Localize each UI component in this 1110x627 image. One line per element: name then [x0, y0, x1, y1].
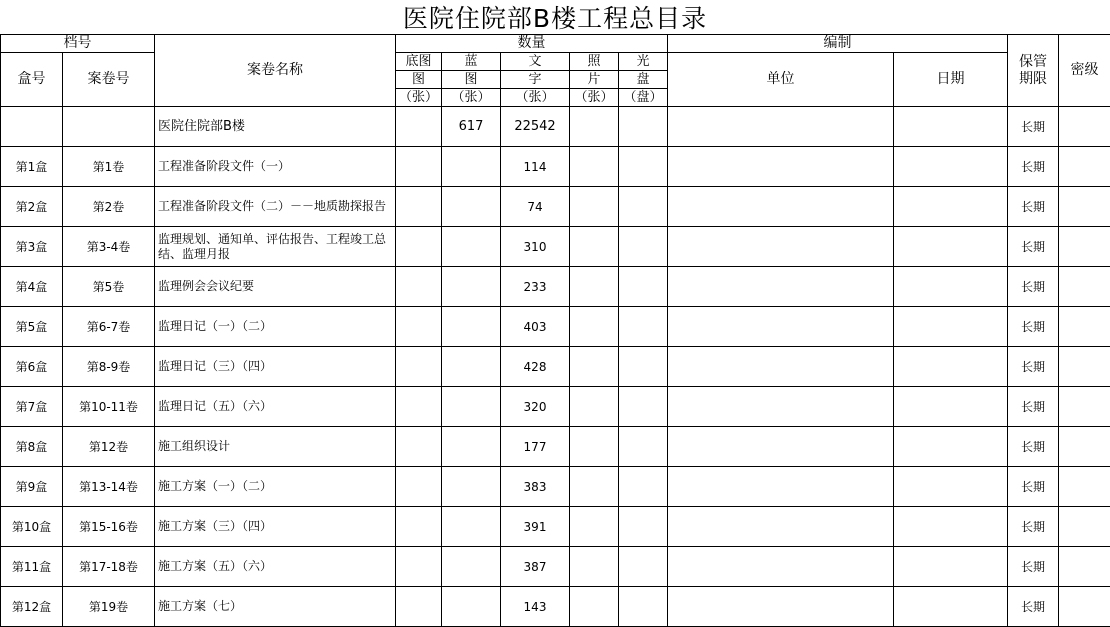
volume-cell: 第2卷 [63, 187, 155, 227]
photo-count-cell [570, 507, 619, 547]
blueprint-count-cell [442, 147, 501, 187]
retention-cell: 长期 [1008, 307, 1059, 347]
box-cell: 第2盒 [1, 187, 63, 227]
retention-cell: 长期 [1008, 147, 1059, 187]
box-cell: 第12盒 [1, 587, 63, 627]
box-cell: 第10盒 [1, 507, 63, 547]
header-quantity: 数量 [396, 35, 668, 53]
case-name-cell: 监理日记（一）（二） [155, 307, 396, 347]
table-row [1, 507, 1110, 547]
case-name-cell: 监理日记（五）（六） [155, 387, 396, 427]
box-cell: 第8盒 [1, 427, 63, 467]
retention-cell: 长期 [1008, 347, 1059, 387]
header-blue-1: 蓝 [442, 53, 501, 71]
header-disc-1: 光 [619, 53, 668, 71]
case-name-cell: 监理例会会议纪要 [155, 267, 396, 307]
box-cell: 第11盒 [1, 547, 63, 587]
summary-base [396, 107, 442, 147]
case-name-cell: 工程准备阶段文件（一） [155, 147, 396, 187]
table-row [1, 227, 1110, 267]
base-count-cell [396, 427, 442, 467]
box-cell: 第6盒 [1, 347, 63, 387]
volume-cell: 第17-18卷 [63, 547, 155, 587]
disc-count-cell [619, 267, 668, 307]
security-cell [1059, 147, 1110, 187]
disc-count-cell [619, 187, 668, 227]
disc-count-cell [619, 587, 668, 627]
summary-text: 22542 [501, 107, 570, 147]
retention-cell: 长期 [1008, 547, 1059, 587]
retention-cell: 长期 [1008, 387, 1059, 427]
base-count-cell [396, 507, 442, 547]
photo-count-cell [570, 307, 619, 347]
volume-cell: 第1卷 [63, 147, 155, 187]
unit-cell [668, 387, 894, 427]
header-disc-2: 盘 [619, 71, 668, 89]
header-unit: 单位 [668, 53, 894, 107]
base-count-cell [396, 147, 442, 187]
summary-security [1059, 107, 1110, 147]
summary-retention: 长期 [1008, 107, 1059, 147]
date-cell [894, 347, 1008, 387]
table-row [1, 467, 1110, 507]
catalog-table [0, 34, 1110, 627]
date-cell [894, 187, 1008, 227]
unit-cell [668, 427, 894, 467]
box-cell: 第1盒 [1, 147, 63, 187]
retention-cell: 长期 [1008, 427, 1059, 467]
header-photo-2: 片 [570, 71, 619, 89]
date-cell [894, 147, 1008, 187]
security-cell [1059, 387, 1110, 427]
disc-count-cell [619, 307, 668, 347]
unit-cell [668, 507, 894, 547]
blueprint-count-cell [442, 587, 501, 627]
box-cell: 第5盒 [1, 307, 63, 347]
table-row [1, 547, 1110, 587]
date-cell [894, 547, 1008, 587]
unit-cell [668, 187, 894, 227]
text-count-cell: 310 [501, 227, 570, 267]
header-disc-unit: （盘） [619, 89, 668, 107]
date-cell [894, 467, 1008, 507]
blueprint-count-cell [442, 187, 501, 227]
text-count-cell: 177 [501, 427, 570, 467]
case-name-cell: 施工方案（七） [155, 587, 396, 627]
case-name-cell: 施工方案（三）（四） [155, 507, 396, 547]
box-cell: 第9盒 [1, 467, 63, 507]
security-cell [1059, 187, 1110, 227]
blueprint-count-cell [442, 387, 501, 427]
summary-box [1, 107, 63, 147]
disc-count-cell [619, 347, 668, 387]
header-volume-no: 案卷号 [63, 53, 155, 107]
security-cell [1059, 427, 1110, 467]
text-count-cell: 403 [501, 307, 570, 347]
retention-cell: 长期 [1008, 467, 1059, 507]
date-cell [894, 507, 1008, 547]
disc-count-cell [619, 467, 668, 507]
blueprint-count-cell [442, 427, 501, 467]
photo-count-cell [570, 547, 619, 587]
case-name-cell: 监理日记（三）（四） [155, 347, 396, 387]
summary-disc [619, 107, 668, 147]
unit-cell [668, 307, 894, 347]
volume-cell: 第5卷 [63, 267, 155, 307]
summary-photo [570, 107, 619, 147]
case-name-cell: 施工方案（五）（六） [155, 547, 396, 587]
retention-cell: 长期 [1008, 587, 1059, 627]
table-row [1, 587, 1110, 627]
table-row [1, 267, 1110, 307]
case-name-cell: 施工方案（一）（二） [155, 467, 396, 507]
table-row [1, 187, 1110, 227]
text-count-cell: 391 [501, 507, 570, 547]
unit-cell [668, 467, 894, 507]
unit-cell [668, 587, 894, 627]
base-count-cell [396, 267, 442, 307]
table-row [1, 387, 1110, 427]
summary-date [894, 107, 1008, 147]
disc-count-cell [619, 147, 668, 187]
header-box-no: 盒号 [1, 53, 63, 107]
photo-count-cell [570, 267, 619, 307]
base-count-cell [396, 347, 442, 387]
header-text-2: 字 [501, 71, 570, 89]
security-cell [1059, 467, 1110, 507]
header-blue-2: 图 [442, 71, 501, 89]
photo-count-cell [570, 467, 619, 507]
security-cell [1059, 307, 1110, 347]
security-cell [1059, 267, 1110, 307]
header-date: 日期 [894, 53, 1008, 107]
volume-cell: 第15-16卷 [63, 507, 155, 547]
blueprint-count-cell [442, 347, 501, 387]
table-row [1, 147, 1110, 187]
security-cell [1059, 227, 1110, 267]
header-archive-no: 档号 [1, 35, 155, 53]
date-cell [894, 307, 1008, 347]
unit-cell [668, 547, 894, 587]
base-count-cell [396, 187, 442, 227]
volume-cell: 第12卷 [63, 427, 155, 467]
text-count-cell: 387 [501, 547, 570, 587]
box-cell: 第7盒 [1, 387, 63, 427]
text-count-cell: 320 [501, 387, 570, 427]
base-count-cell [396, 387, 442, 427]
header-security: 密级 [1059, 35, 1110, 107]
security-cell [1059, 507, 1110, 547]
case-name-cell: 施工组织设计 [155, 427, 396, 467]
volume-cell: 第19卷 [63, 587, 155, 627]
blueprint-count-cell [442, 467, 501, 507]
header-retention: 保管期限 [1008, 35, 1059, 107]
table-row [1, 307, 1110, 347]
base-count-cell [396, 307, 442, 347]
disc-count-cell [619, 387, 668, 427]
date-cell [894, 227, 1008, 267]
base-count-cell [396, 547, 442, 587]
blueprint-count-cell [442, 267, 501, 307]
page-title: 医院住院部B楼工程总目录 [402, 4, 708, 33]
security-cell [1059, 347, 1110, 387]
volume-cell: 第13-14卷 [63, 467, 155, 507]
base-count-cell [396, 587, 442, 627]
unit-cell [668, 147, 894, 187]
disc-count-cell [619, 427, 668, 467]
retention-cell: 长期 [1008, 227, 1059, 267]
header-blue-unit: （张） [442, 89, 501, 107]
volume-cell: 第8-9卷 [63, 347, 155, 387]
date-cell [894, 267, 1008, 307]
volume-cell: 第10-11卷 [63, 387, 155, 427]
date-cell [894, 427, 1008, 467]
header-base-unit: （张） [396, 89, 442, 107]
unit-cell [668, 267, 894, 307]
photo-count-cell [570, 227, 619, 267]
blueprint-count-cell [442, 547, 501, 587]
date-cell [894, 387, 1008, 427]
header-photo-unit: （张） [570, 89, 619, 107]
blueprint-count-cell [442, 227, 501, 267]
case-name-cell: 监理规划、通知单、评估报告、工程竣工总结、监理月报 [155, 227, 396, 267]
text-count-cell: 428 [501, 347, 570, 387]
photo-count-cell [570, 427, 619, 467]
summary-volume [63, 107, 155, 147]
text-count-cell: 143 [501, 587, 570, 627]
box-cell: 第3盒 [1, 227, 63, 267]
text-count-cell: 233 [501, 267, 570, 307]
photo-count-cell [570, 387, 619, 427]
table-row [1, 427, 1110, 467]
date-cell [894, 587, 1008, 627]
retention-cell: 长期 [1008, 507, 1059, 547]
disc-count-cell [619, 507, 668, 547]
header-photo-1: 照 [570, 53, 619, 71]
unit-cell [668, 227, 894, 267]
text-count-cell: 383 [501, 467, 570, 507]
table-row [1, 347, 1110, 387]
unit-cell [668, 347, 894, 387]
disc-count-cell [619, 227, 668, 267]
text-count-cell: 114 [501, 147, 570, 187]
blueprint-count-cell [442, 507, 501, 547]
header-base-2: 图 [396, 71, 442, 89]
summary-blueprint: 617 [442, 107, 501, 147]
retention-cell: 长期 [1008, 187, 1059, 227]
summary-name: 医院住院部B楼 [155, 107, 396, 147]
volume-cell: 第6-7卷 [63, 307, 155, 347]
retention-cell: 长期 [1008, 267, 1059, 307]
base-count-cell [396, 467, 442, 507]
header-base-1: 底图 [396, 53, 442, 71]
header-text-1: 文 [501, 53, 570, 71]
photo-count-cell [570, 347, 619, 387]
photo-count-cell [570, 147, 619, 187]
blueprint-count-cell [442, 307, 501, 347]
text-count-cell: 74 [501, 187, 570, 227]
summary-row [1, 107, 1110, 147]
summary-unit [668, 107, 894, 147]
header-case-name: 案卷名称 [155, 35, 396, 107]
security-cell [1059, 547, 1110, 587]
base-count-cell [396, 227, 442, 267]
disc-count-cell [619, 547, 668, 587]
box-cell: 第4盒 [1, 267, 63, 307]
photo-count-cell [570, 587, 619, 627]
header-compile: 编制 [668, 35, 1008, 53]
photo-count-cell [570, 187, 619, 227]
volume-cell: 第3-4卷 [63, 227, 155, 267]
security-cell [1059, 587, 1110, 627]
case-name-cell: 工程准备阶段文件（二）－－地质勘探报告 [155, 187, 396, 227]
header-text-unit: （张） [501, 89, 570, 107]
